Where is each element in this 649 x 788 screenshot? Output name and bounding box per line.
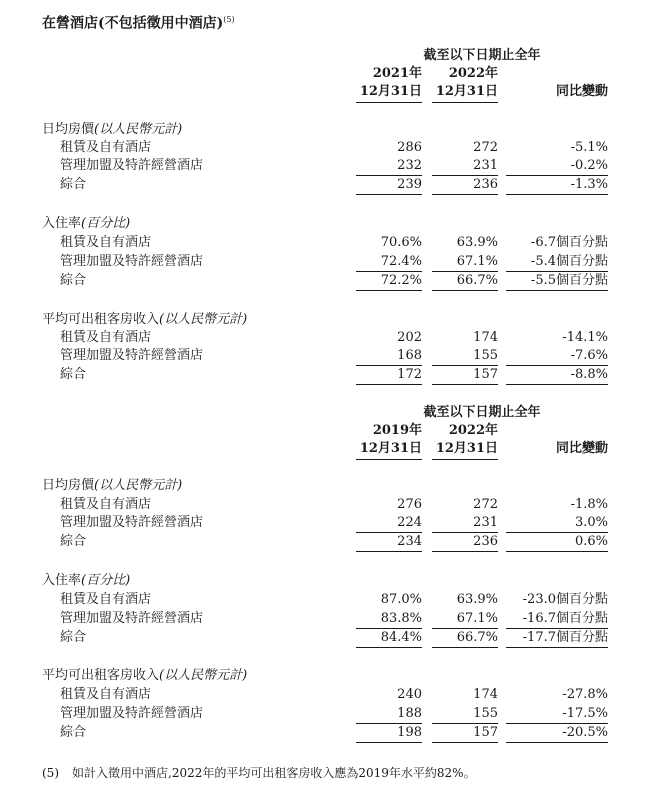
section-name: 平均可出租客房收入 <box>42 668 160 683</box>
header-rule <box>432 459 498 460</box>
cell-col3: -0.2% <box>570 158 608 173</box>
header-col1-year: 2021年 <box>372 66 422 81</box>
section-name: 入住率 <box>42 216 82 231</box>
subtotal-rule <box>432 175 498 176</box>
row-name: 綜合 <box>60 534 87 549</box>
cell-col3: -17.5% <box>562 706 608 721</box>
cell-col3: -5.5個百分點 <box>530 273 608 288</box>
header-col3: 同比變動 <box>555 84 608 99</box>
section-name: 平均可出租客房收入 <box>42 312 160 327</box>
row-name: 綜合 <box>60 177 87 192</box>
total-rule <box>356 194 422 195</box>
cell-col1: 72.2% <box>380 273 422 288</box>
cell-col2: 231 <box>473 158 498 173</box>
cell-col3: -1.8% <box>570 497 608 512</box>
cell-col2: 157 <box>473 725 498 740</box>
subtotal-rule <box>506 365 608 366</box>
subtotal-rule <box>432 532 498 533</box>
header-col1-year: 2019年 <box>372 423 422 438</box>
cell-col3: -7.6% <box>570 348 608 363</box>
total-rule <box>432 551 498 552</box>
row-name: 租賃及自有酒店 <box>60 687 152 702</box>
section-unit: (以人民幣元計) <box>159 668 248 683</box>
section-unit: (百分比) <box>81 216 131 231</box>
subtotal-rule <box>356 175 422 176</box>
row-name: 管理加盟及特許經營酒店 <box>60 515 204 530</box>
cell-col3: -14.1% <box>562 330 608 345</box>
cell-col2: 63.9% <box>456 592 498 607</box>
row-name: 綜合 <box>60 273 87 288</box>
cell-col3: -1.3% <box>570 177 608 192</box>
row-name: 租賃及自有酒店 <box>60 235 152 250</box>
subtotal-rule <box>356 628 422 629</box>
total-rule <box>356 742 422 743</box>
page-title <box>42 12 235 32</box>
row-name: 管理加盟及特許經營酒店 <box>60 158 204 173</box>
section-label <box>42 478 182 494</box>
subtotal-rule <box>506 532 608 533</box>
title-text: 在營酒店(不包括徵用中酒店) <box>42 15 224 32</box>
header-col2-year: 2022年 <box>448 423 498 438</box>
total-rule <box>432 290 498 291</box>
section-unit: (以人民幣元計) <box>159 312 248 327</box>
section-unit: (以人民幣元計) <box>94 122 183 137</box>
cell-col3: 3.0% <box>574 515 608 530</box>
header-rule <box>356 459 422 460</box>
cell-col3: -8.8% <box>570 367 608 382</box>
cell-col2: 63.9% <box>456 235 498 250</box>
subtotal-rule <box>506 175 608 176</box>
header-period: 截至以下日期止全年 <box>423 405 541 420</box>
row-name: 管理加盟及特許經營酒店 <box>60 706 204 721</box>
row-name: 租賃及自有酒店 <box>60 497 152 512</box>
cell-col2: 155 <box>473 706 498 721</box>
cell-col2: 67.1% <box>456 254 498 269</box>
cell-col1: 87.0% <box>380 592 422 607</box>
cell-col3: -5.4個百分點 <box>530 254 608 269</box>
cell-col1: 83.8% <box>380 611 422 626</box>
cell-col3: -23.0個百分點 <box>522 592 608 607</box>
total-rule <box>506 647 608 648</box>
footnote-text: 如計入徵用中酒店,2022年的平均可出租客房收入應為2019年水平約82%。 <box>72 766 476 780</box>
cell-col3: -5.1% <box>570 140 608 155</box>
row-name: 綜合 <box>60 725 87 740</box>
cell-col1: 276 <box>397 497 422 512</box>
total-rule <box>506 194 608 195</box>
cell-col1: 234 <box>397 534 422 549</box>
total-rule <box>506 384 608 385</box>
cell-col1: 240 <box>397 687 422 702</box>
subtotal-rule <box>356 723 422 724</box>
section-label <box>42 216 130 232</box>
total-rule <box>432 742 498 743</box>
cell-col1: 70.6% <box>380 235 422 250</box>
footnote-number: (5) <box>42 766 59 780</box>
cell-col2: 174 <box>473 687 498 702</box>
subtotal-rule <box>356 532 422 533</box>
cell-col2: 155 <box>473 348 498 363</box>
row-name: 管理加盟及特許經營酒店 <box>60 254 204 269</box>
subtotal-rule <box>432 365 498 366</box>
cell-col2: 157 <box>473 367 498 382</box>
cell-col1: 202 <box>397 330 422 345</box>
section-label <box>42 122 182 138</box>
cell-col2: 236 <box>473 534 498 549</box>
total-rule <box>506 742 608 743</box>
cell-col3: -6.7個百分點 <box>530 235 608 250</box>
cell-col3: 0.6% <box>574 534 608 549</box>
row-name: 綜合 <box>60 367 87 382</box>
cell-col2: 66.7% <box>456 630 498 645</box>
cell-col3: -16.7個百分點 <box>522 611 608 626</box>
cell-col2: 236 <box>473 177 498 192</box>
row-name: 管理加盟及特許經營酒店 <box>60 348 204 363</box>
section-label <box>42 312 247 328</box>
cell-col1: 239 <box>397 177 422 192</box>
title-footnote-ref: (5) <box>223 15 235 24</box>
section-name: 日均房價 <box>42 478 95 493</box>
cell-col1: 72.4% <box>380 254 422 269</box>
total-rule <box>432 647 498 648</box>
cell-col2: 66.7% <box>456 273 498 288</box>
header-col1-date: 12月31日 <box>359 84 422 99</box>
subtotal-rule <box>506 723 608 724</box>
subtotal-rule <box>356 365 422 366</box>
total-rule <box>356 290 422 291</box>
row-name: 管理加盟及特許經營酒店 <box>60 611 204 626</box>
row-name: 租賃及自有酒店 <box>60 330 152 345</box>
subtotal-rule <box>506 271 608 272</box>
row-name: 租賃及自有酒店 <box>60 140 152 155</box>
cell-col3: -17.7個百分點 <box>522 630 608 645</box>
header-col2-year: 2022年 <box>448 66 498 81</box>
row-name: 租賃及自有酒店 <box>60 592 152 607</box>
cell-col3: -20.5% <box>562 725 608 740</box>
cell-col2: 174 <box>473 330 498 345</box>
cell-col2: 272 <box>473 140 498 155</box>
subtotal-rule <box>432 628 498 629</box>
cell-col1: 84.4% <box>380 630 422 645</box>
cell-col1: 224 <box>397 515 422 530</box>
section-label <box>42 573 130 589</box>
header-rule <box>356 102 422 103</box>
total-rule <box>506 551 608 552</box>
row-name: 綜合 <box>60 630 87 645</box>
total-rule <box>356 551 422 552</box>
header-col2-date: 12月31日 <box>435 84 498 99</box>
cell-col2: 231 <box>473 515 498 530</box>
cell-col1: 198 <box>397 725 422 740</box>
total-rule <box>356 384 422 385</box>
section-unit: (以人民幣元計) <box>94 478 183 493</box>
section-name: 日均房價 <box>42 122 95 137</box>
cell-col2: 67.1% <box>456 611 498 626</box>
cell-col1: 286 <box>397 140 422 155</box>
header-rule <box>432 102 498 103</box>
cell-col2: 272 <box>473 497 498 512</box>
cell-col1: 168 <box>397 348 422 363</box>
total-rule <box>432 194 498 195</box>
subtotal-rule <box>432 723 498 724</box>
header-col1-date: 12月31日 <box>359 441 422 456</box>
header-period: 截至以下日期止全年 <box>423 48 541 63</box>
total-rule <box>506 290 608 291</box>
subtotal-rule <box>506 628 608 629</box>
cell-col1: 232 <box>397 158 422 173</box>
section-label <box>42 668 247 684</box>
total-rule <box>356 647 422 648</box>
section-unit: (百分比) <box>81 573 131 588</box>
subtotal-rule <box>356 271 422 272</box>
subtotal-rule <box>432 271 498 272</box>
section-name: 入住率 <box>42 573 82 588</box>
total-rule <box>432 384 498 385</box>
cell-col1: 188 <box>397 706 422 721</box>
footnote <box>42 765 476 781</box>
cell-col3: -27.8% <box>562 687 608 702</box>
header-col2-date: 12月31日 <box>435 441 498 456</box>
cell-col1: 172 <box>397 367 422 382</box>
header-col3: 同比變動 <box>555 441 608 456</box>
